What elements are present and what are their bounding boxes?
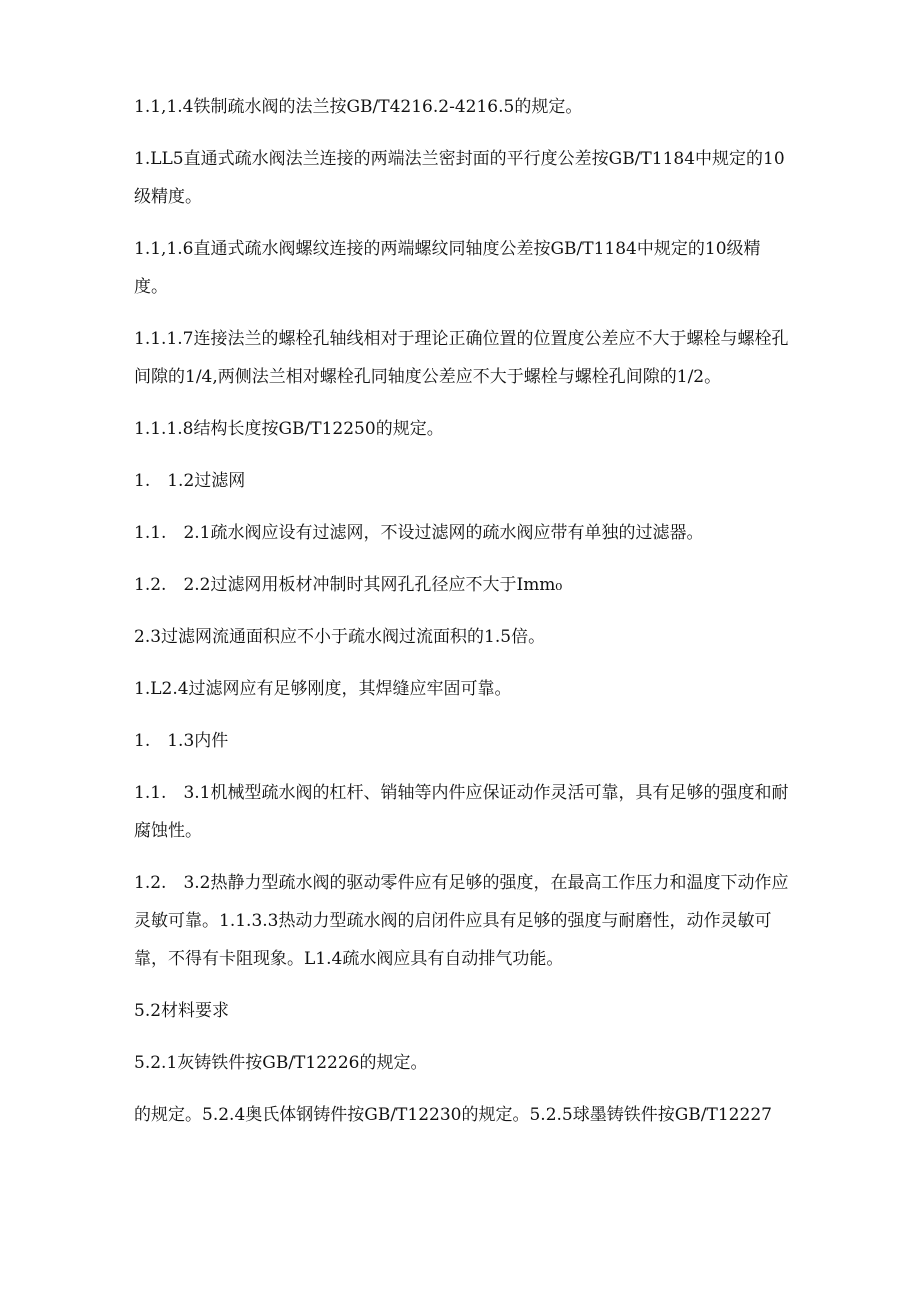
paragraph-thread-coaxiality: 1.1,1.6直通式疏水阀螺纹连接的两端螺纹同轴度公差按GB/T1184中规定的10级精度。 bbox=[134, 239, 761, 297]
paragraph-bolt-hole-position: 1.1.1.7连接法兰的螺栓孔轴线相对于理论正确位置的位置度公差应不大于螺栓与螺栓孔间隙的1/4,两侧法兰相对螺栓孔同轴度公差应不大于螺栓与螺栓孔间隙的1/2。 bbox=[134, 329, 789, 387]
heading-material-requirements: 5.2材料要求 bbox=[134, 1001, 230, 1021]
document-body bbox=[134, 88, 790, 1148]
paragraph-filter-area: 2.3过滤网流通面积应不小于疏水阀过流面积的1.5倍。 bbox=[134, 627, 546, 647]
paragraph-flange-rule: 1.1,1.4铁制疏水阀的法兰按GB/T4216.2-4216.5的规定。 bbox=[134, 97, 583, 117]
paragraph-mechanical-internals: 1.1. 3.1机械型疏水阀的杠杆、销轴等内件应保证动作灵活可靠，具有足够的强度和耐腐蚀性。 bbox=[134, 783, 789, 841]
paragraph-filter-hole-size: 1.2. 2.2过滤网用板材冲制时其网孔孔径应不大于Imm₀ bbox=[134, 575, 563, 595]
paragraph-steel-castings: 的规定。5.2.4奥氏体钢铸件按GB/T12230的规定。5.2.5球墨铸铁件按GB/T12227 bbox=[134, 1105, 772, 1125]
paragraph-thermostatic-internals: 1.2. 3.2热静力型疏水阀的驱动零件应有足够的强度，在最高工作压力和温度下动作应灵敏可靠。1.1.3.3热动力型疏水阀的启闭件应具有足够的强度与耐磨性，动作灵敏可靠，不得有卡阻现象。L1.4疏水阀应具有自动排气功能。 bbox=[134, 873, 789, 969]
paragraph-structure-length: 1.1.1.8结构长度按GB/T12250的规定。 bbox=[134, 419, 444, 439]
heading-internals: 1. 1.3内件 bbox=[134, 731, 229, 751]
heading-filter-screen: 1. 1.2过滤网 bbox=[134, 471, 246, 491]
paragraph-filter-required: 1.1. 2.1疏水阀应设有过滤网，不设过滤网的疏水阀应带有单独的过滤器。 bbox=[134, 523, 704, 543]
paragraph-gray-iron: 5.2.1灰铸铁件按GB/T12226的规定。 bbox=[134, 1053, 428, 1073]
paragraph-filter-rigidity: 1.L2.4过滤网应有足够刚度，其焊缝应牢固可靠。 bbox=[134, 679, 512, 699]
paragraph-flange-parallelism: 1.LL5直通式疏水阀法兰连接的两端法兰密封面的平行度公差按GB/T1184中规定的10级精度。 bbox=[134, 149, 785, 207]
